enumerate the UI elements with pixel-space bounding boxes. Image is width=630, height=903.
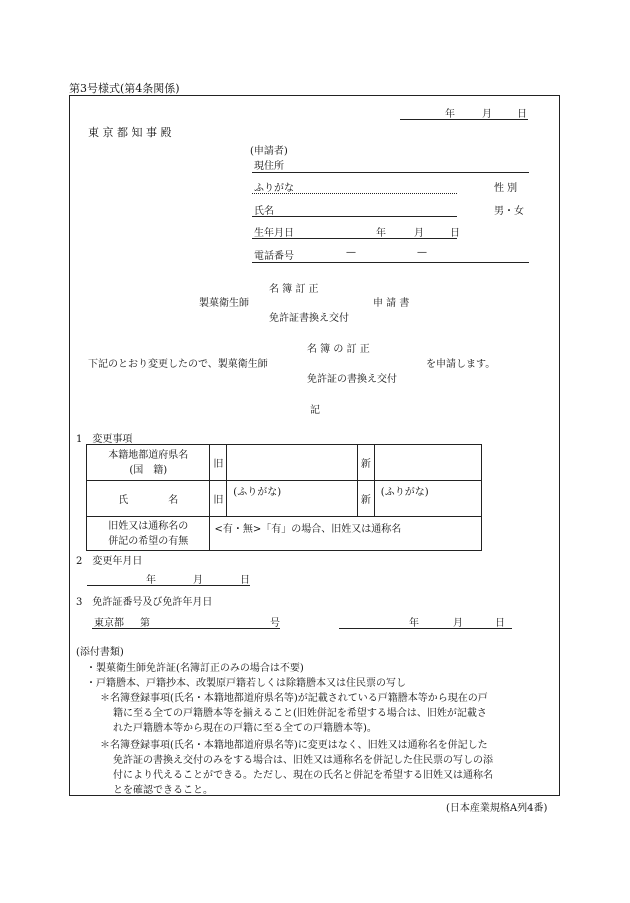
s3-dai: 第	[140, 618, 150, 629]
statement-license: 免許証の書換え交付	[307, 374, 397, 385]
birth-line[interactable]	[252, 238, 457, 239]
row2-old-furigana: (ふりがな)	[233, 487, 282, 498]
row2-new-value[interactable]	[374, 481, 481, 517]
attachments-heading: (添付書類)	[76, 647, 124, 658]
note1-line-2: 籍に至る全ての戸籍謄本等を揃えること(旧姓併記を希望する場合は、旧姓が記載さ	[113, 708, 487, 719]
title-prefix: 製菓衛生師	[199, 298, 249, 309]
phone-label: 電話番号	[254, 251, 294, 262]
name-label: 氏名	[254, 206, 274, 217]
section2-heading: 2 変更年月日	[76, 556, 143, 567]
date-year: 年	[445, 109, 455, 120]
addressee: 東 京 都 知 事 殿	[88, 126, 172, 139]
title-roster: 名 簿 訂 正	[269, 284, 319, 295]
furigana-line[interactable]	[252, 193, 457, 194]
gender-options[interactable]: 男・女	[494, 206, 524, 217]
s2-day: 日	[240, 575, 250, 586]
row1-old-value[interactable]	[227, 445, 358, 481]
s3-go: 号	[270, 618, 280, 629]
s3-number-line[interactable]	[92, 628, 280, 629]
statement-lead: 下記のとおり変更したので、製菓衛生師	[88, 359, 268, 370]
s3-tokyo: 東京都	[94, 618, 124, 629]
attachment-item-2: ・戸籍謄本、戸籍抄本、改製原戸籍若しくは除籍謄本又は住民票の写し	[86, 678, 406, 689]
note1-line-3: れた戸籍謄本等から現在の戸籍に至る全ての戸籍謄本等)。	[113, 723, 377, 734]
phone-line[interactable]	[252, 262, 529, 263]
row2-old-label: 旧	[210, 481, 227, 517]
birth-day: 日	[450, 228, 460, 239]
s3-date-line[interactable]	[339, 628, 512, 629]
row2-old-value[interactable]	[227, 481, 358, 517]
s3-month: 月	[453, 618, 463, 629]
s2-line[interactable]	[87, 585, 250, 586]
date-month: 月	[482, 109, 492, 120]
row1-label: 本籍地都道府県名 (国 籍)	[87, 445, 210, 481]
note2-line-4: とを確認できること。	[113, 785, 213, 796]
row2-new-label: 新	[357, 481, 374, 517]
phone-dash-2: —	[417, 247, 427, 258]
gender-label: 性 別	[494, 183, 518, 194]
row3-label: 旧姓又は通称名の 併記の希望の有無	[87, 517, 210, 551]
birth-month: 月	[414, 228, 424, 239]
s2-year: 年	[146, 575, 156, 586]
note1-line-1: ＊名簿登録事項(氏名・本籍地都道府県名等)が記載されている戸籍謄本等から現在の戸	[100, 693, 488, 704]
birth-year: 年	[376, 228, 386, 239]
statement-roster: 名 簿 の 訂 正	[307, 344, 370, 355]
row3-value[interactable]: <有・無>「有」の場合、旧姓又は通称名	[210, 517, 482, 551]
section1-heading: 1 変更事項	[76, 434, 133, 445]
row1-old-label: 旧	[210, 445, 227, 481]
note2-line-3: 付により代えることができる。ただし、現在の氏名と併記を希望する旧姓又は通称名	[113, 770, 493, 781]
s3-day: 日	[495, 618, 505, 629]
ki-label: 記	[310, 405, 320, 416]
row2-new-furigana: (ふりがな)	[380, 487, 429, 498]
statement-tail: を申請します。	[426, 359, 496, 370]
paper-size-note: (日本産業規格A列4番)	[446, 803, 548, 814]
birth-label: 生年月日	[254, 228, 294, 239]
change-table	[86, 444, 482, 551]
note2-line-2: 免許証の書換え交付のみをする場合は、旧姓又は通称名を併記した住民票の写しの添	[113, 755, 493, 766]
row1-new-value[interactable]	[374, 445, 481, 481]
date-underline	[400, 119, 528, 120]
row2-label: 氏 名	[87, 481, 210, 517]
address-line[interactable]	[252, 172, 529, 173]
section3-heading: 3 免許証番号及び免許年月日	[76, 597, 213, 608]
form-label: 第3号様式(第4条関係)	[69, 82, 180, 95]
attachment-item-1: ・製菓衛生師免許証(名簿訂正のみの場合は不要)	[86, 663, 304, 674]
row1-new-label: 新	[357, 445, 374, 481]
name-line[interactable]	[252, 216, 457, 217]
applicant-heading: (申請者)	[250, 146, 288, 157]
address-label: 現住所	[254, 161, 284, 172]
note2-line-1: ＊名簿登録事項(氏名・本籍地都道府県名等)に変更はなく、旧姓又は通称名を併記した	[100, 740, 488, 751]
phone-dash-1: —	[346, 247, 356, 258]
date-day: 日	[517, 109, 527, 120]
furigana-label: ふりがな	[254, 183, 294, 194]
title-license: 免許証書換え交付	[269, 313, 349, 324]
s2-month: 月	[193, 575, 203, 586]
title-suffix: 申 請 書	[373, 298, 410, 309]
s3-year: 年	[409, 618, 419, 629]
